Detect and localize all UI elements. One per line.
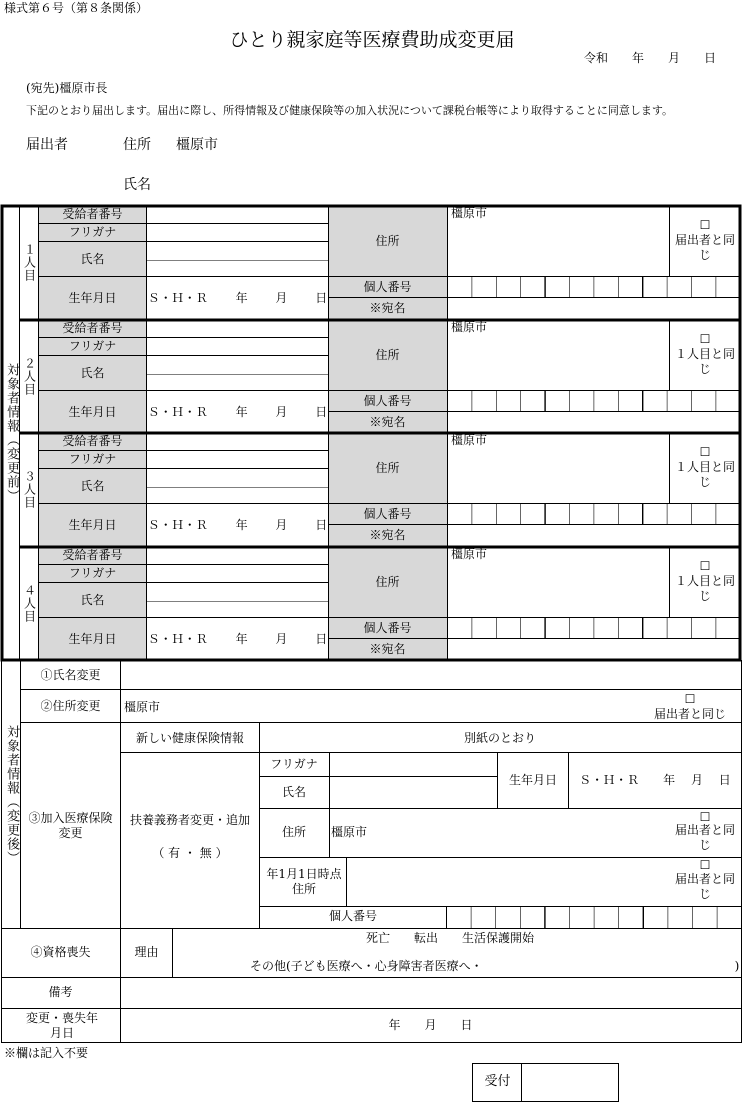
before-section-label: 対象者情報（変更前） bbox=[4, 363, 20, 503]
form-number: 様式第６号（第８条関係） bbox=[4, 1, 149, 15]
person-number-label: ２人目 bbox=[22, 357, 37, 396]
name-label: 氏名 bbox=[80, 478, 105, 493]
date-line[interactable]: 令和 年 月 日 bbox=[584, 51, 717, 65]
page-title: ひとり親家庭等医療費助成変更届 bbox=[229, 29, 515, 51]
dob-label: 生年月日 bbox=[68, 631, 117, 646]
after-address-same-as: 届出者と同じ bbox=[674, 823, 735, 852]
same-as-label: １人目と同じ bbox=[674, 574, 735, 603]
dob-value[interactable]: Ｓ・Ｈ・Ｒ 年 月 日 bbox=[147, 631, 328, 646]
person-number-label: １人目 bbox=[22, 243, 37, 282]
personal-no-label: 個人番号 bbox=[363, 279, 412, 294]
dependent-choice[interactable]: （ 有 ・ 無 ） bbox=[152, 845, 228, 860]
address-value[interactable]: 橿原市 bbox=[451, 206, 488, 220]
recipient-no-label: 受給者番号 bbox=[62, 548, 123, 562]
reception-label: 受付 bbox=[484, 1074, 511, 1090]
new-insurance-info-label: 新しい健康保険情報 bbox=[135, 730, 244, 745]
after-address-value[interactable]: 橿原市 bbox=[331, 825, 368, 839]
furigana-label: フリガナ bbox=[68, 339, 117, 353]
person-number-label: ３人目 bbox=[22, 470, 37, 509]
address-change-checkbox[interactable]: ☐ bbox=[684, 691, 696, 706]
address-label: 住所 bbox=[375, 574, 400, 589]
same-as-label: 届出者と同じ bbox=[674, 233, 735, 262]
address-change-same-as: 届出者と同じ bbox=[653, 706, 726, 721]
footnote: ※欄は記入不要 bbox=[4, 1046, 89, 1060]
address-label: 住所 bbox=[375, 233, 400, 248]
loss-reason-label: 理由 bbox=[134, 945, 159, 959]
remarks-label: 備考 bbox=[48, 985, 73, 999]
recipient-no-label: 受給者番号 bbox=[62, 207, 123, 221]
notifier-label: 届出者 bbox=[26, 137, 68, 153]
dob-label: 生年月日 bbox=[68, 290, 117, 305]
after-furigana-label: フリガナ bbox=[270, 756, 318, 771]
jan1-address-label: 年1月1日時点住所 bbox=[266, 867, 342, 896]
recipient-no-label: 受給者番号 bbox=[62, 321, 123, 335]
loss-other[interactable]: その他(子ども医療へ・心身障害者医療へ・ ) bbox=[250, 959, 740, 973]
after-section-label: 対象者情報（変更後） bbox=[4, 724, 20, 865]
change-date-value[interactable]: 年 月 日 bbox=[388, 1018, 473, 1032]
dob-label: 生年月日 bbox=[68, 404, 117, 419]
dob-value[interactable]: Ｓ・Ｈ・Ｒ 年 月 日 bbox=[147, 517, 328, 532]
loss-label: ④資格喪失 bbox=[30, 945, 91, 959]
after-address-checkbox[interactable]: ☐ bbox=[699, 809, 711, 824]
name-change-label: ①氏名変更 bbox=[40, 668, 101, 682]
furigana-label: フリガナ bbox=[68, 225, 117, 239]
dob-label: 生年月日 bbox=[68, 517, 117, 532]
same-as-label: １人目と同じ bbox=[674, 347, 735, 376]
atena-label: ※宛名 bbox=[369, 301, 406, 315]
consent-text: 下記のとおり届出します。届出に際し、所得情報及び健康保険等の加入状況について課税台帳等により取得することに同意します。 bbox=[26, 104, 674, 117]
personal-no-label: 個人番号 bbox=[363, 506, 412, 521]
same-as-checkbox[interactable]: ☐ bbox=[699, 331, 711, 346]
after-address-label: 住所 bbox=[281, 824, 306, 839]
addressee: (宛先)橿原市長 bbox=[26, 81, 108, 95]
dob-value[interactable]: Ｓ・Ｈ・Ｒ 年 月 日 bbox=[147, 404, 328, 419]
address-value[interactable]: 橿原市 bbox=[451, 547, 488, 561]
name-label: 氏名 bbox=[80, 251, 105, 266]
personal-no-label: 個人番号 bbox=[363, 620, 412, 635]
address-label: 住所 bbox=[375, 347, 400, 362]
atena-label: ※宛名 bbox=[369, 642, 406, 656]
insurance-change-label: ③加入医療保険変更 bbox=[28, 811, 113, 840]
loss-reasons[interactable]: 死亡 転出 生活保護開始 bbox=[366, 931, 535, 945]
furigana-label: フリガナ bbox=[68, 566, 117, 580]
dob-value[interactable]: Ｓ・Ｈ・Ｒ 年 月 日 bbox=[147, 290, 328, 305]
notifier-name-label: 氏名 bbox=[123, 177, 151, 193]
same-as-checkbox[interactable]: ☐ bbox=[699, 217, 711, 232]
person-number-label: ４人目 bbox=[22, 584, 37, 623]
address-value[interactable]: 橿原市 bbox=[451, 320, 488, 334]
same-as-checkbox[interactable]: ☐ bbox=[699, 558, 711, 573]
address-change-value[interactable]: 橿原市 bbox=[124, 700, 161, 714]
change-date-label: 変更・喪失年月日 bbox=[25, 1010, 98, 1040]
name-label: 氏名 bbox=[80, 365, 105, 380]
atena-label: ※宛名 bbox=[369, 528, 406, 542]
dependent-label: 扶養義務者変更・追加 bbox=[130, 812, 251, 827]
furigana-label: フリガナ bbox=[68, 452, 117, 466]
notifier-address-label: 住所 bbox=[123, 137, 151, 153]
same-as-label: １人目と同じ bbox=[674, 460, 735, 489]
address-label: 住所 bbox=[375, 460, 400, 475]
new-insurance-info-value: 別紙のとおり bbox=[463, 730, 536, 745]
recipient-no-label: 受給者番号 bbox=[62, 434, 123, 448]
jan1-address-checkbox[interactable]: ☐ bbox=[699, 857, 711, 872]
same-as-checkbox[interactable]: ☐ bbox=[699, 444, 711, 459]
after-dob-label: 生年月日 bbox=[508, 772, 557, 787]
atena-label: ※宛名 bbox=[369, 415, 406, 429]
personal-no-label: 個人番号 bbox=[363, 393, 412, 408]
after-dob-value[interactable]: Ｓ・Ｈ・Ｒ 年 月 日 bbox=[579, 772, 731, 787]
after-name-label: 氏名 bbox=[281, 784, 306, 799]
jan1-address-same-as: 届出者と同じ bbox=[674, 872, 735, 901]
after-personal-no-label: 個人番号 bbox=[328, 909, 377, 923]
notifier-address-value[interactable]: 橿原市 bbox=[176, 137, 218, 153]
name-label: 氏名 bbox=[80, 592, 105, 607]
address-change-label: ②住所変更 bbox=[40, 699, 101, 713]
address-value[interactable]: 橿原市 bbox=[451, 433, 488, 447]
